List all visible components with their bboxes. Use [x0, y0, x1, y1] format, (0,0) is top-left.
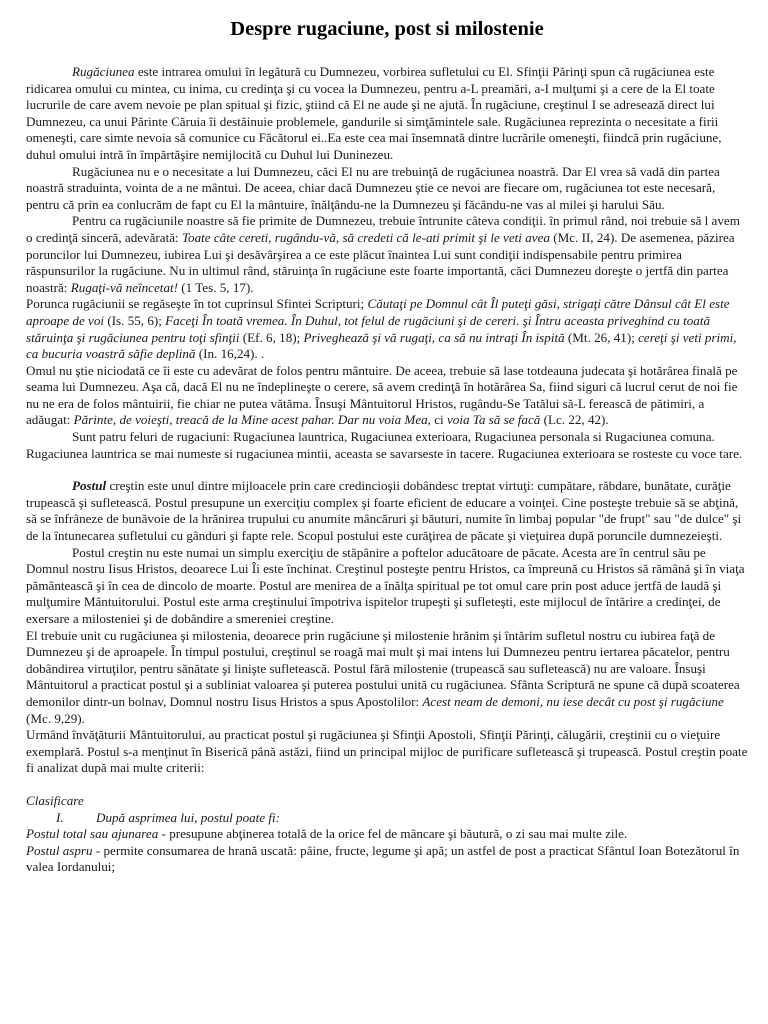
- paragraph-rugaciune-judgement: Omul nu ştie niciodată ce îi este cu adevărat de folos pentru mântuire. De aceea, trebuie să lase totdeauna judecata şi hotărârea finală pe seama lui Dumnezeu. Aşa că, dacă El nu ne îndeplineşte o cerere, să avem credinţă în hotărârea Sa, fiind siguri că lucrul cerut de noi fie nu ne era de folos mântuirii, fie chiar ne putea vătăma. Însuşi Mântuitorul Hristos, rugându-Se Tatălui să-L ferească de pătimiri, a adăugat: Părinte, de voieşti, treacă de la Mine acest pahar. Dar nu voia Mea, ci voia Ta să se facă (Lc. 22, 42).: [26, 362, 738, 428]
- term-postul: Postul: [72, 478, 107, 494]
- document-title: Despre rugaciune, post si milostenie: [230, 18, 544, 40]
- paragraph-postul-hristos: Postul creştin nu este numai un simplu exerciţiu de stăpânire a poftelor aducătoare de păcate. Acesta are în centrul său pe Domnul nostru Iisus Hristos, deoarece Lui Îi este închinat. Creştinul posteşte pentru Hristos, ca împreună cu Hristos să rămână şi în viaţa pământească şi în cea de dincolo de moarte. Postul are menirea de a înălţa spiritual pe tot omul care prin post aduce jertfă de laudă şi mulţumire Mântuitorului. Postul este arma creştinului împotriva ispitelor trupeşti şi sufleteşti, este mijlocul de întărire a credinţei, de exersare a milosteniei şi de dobândire a smereniei creştine.: [26, 544, 745, 626]
- paragraph-rugaciune-conditions: Pentru ca rugăciunile noastre să fie primite de Dumnezeu, trebuie întrunite câteva condiţii. în primul rând, noi trebuie să l avem o credinţă sinceră, adevărată: Toate câte cereti, rugându-vă, să credeti că le-ati primit şi le veti avea (Mc. II, 24). De asemenea, păzirea poruncilor lui Dumnezeu, iubirea Lui şi desăvârşirea a ce este plăcut înaintea Lui sunt condiţii indispensabile pentru primirea răspunsurilor la rugăciune. Nu in ultimul rând, stăruinţa în rugăciune este foarte importantă, căci Dumnezeu doreşte o jertfă din partea noastră: Rugaţi-vă neîncetat! (1 Tes. 5, 17).: [26, 213, 740, 295]
- paragraph-rugaciune-types: Sunt patru feluri de rugaciuni: Rugaciunea launtrica, Rugaciunea exterioara, Rugaciunea personala si Rugaciunea comuna.: [72, 429, 715, 445]
- paragraph-postul-milostenie: El trebuie unit cu rugăciunea şi milostenia, deoarece prin rugăciune şi milostenie hrănim şi întărim sufletul nostru cu iubirea faţă de Dumnezeu şi de aproapele. În timpul postului, creştinul se roagă mai mult şi mai intens lui Dumnezeu pentru iertarea păcatelor, pentru dobândirea virtuţilor, pentru sănătate şi linişte sufletească. Postul fără milostenie (trupească sau sufletească) nu are valoare. Însuşi Mântuitorul a practicat postul şi a subliniat valoarea şi puterea postului unită cu rugăciunea. Sfânta Scriptură ne spune că după scoaterea demonilor dintr-un bolnav, Domnul nostru Iisus Hristos a spus Apostolilor: Acest neam de demoni, nu iese decât cu post şi rugăciune (Mc. 9,29).: [26, 627, 740, 726]
- clasificare-item-total: Postul total sau ajunarea - presupune abţinerea totală de la orice fel de mâncare şi băutură, o zi sau mai multe zile.: [26, 826, 628, 842]
- paragraph-rugaciune-launtrica: Rugaciunea launtrica se mai numeste si rugaciunea mintii, aceasta se savarseste in tacere. Rugaciunea exterioara se rosteste cu voce tare.: [26, 445, 743, 461]
- paragraph-rugaciune-necessity: Rugăciunea nu e o necesitate a lui Dumnezeu, căci El nu are trebuinţă de rugăciunea noastră. Dar El vrea să vadă din partea noastră straduinta, vointa de a ne mântui. De aceea, chiar dacă Dumnezeu ştie ce nevoi are fiecare om, rugăciunea tot este necesară, pentru că prin ea conlucrăm de fapt cu El la mântuire, înălţându-ne la Dumnezeu şi făcându-ne vas al milei şi harului Său.: [26, 163, 720, 212]
- clasificare-subheading: I. După asprimea lui, postul poate fi:: [56, 809, 281, 825]
- clasificare-item-aspru: Postul aspru - permite consumarea de hrană uscată: pâine, fructe, legume şi apă; un astfel de post a practicat Sfântul Ioan Botezătorul în valea Iordanului;: [26, 842, 740, 875]
- paragraph-postul-definition: Postul creştin este unul dintre mijloacele prin care credincioşii dobândesc treptat virtuţi: cumpătare, răbdare, bunătate, curăţie trupească şi sufletească. Postul presupune un exerciţiu complex şi foarte eficient de educare a voinţei. Cine posteşte trebuie să se abţină, să se înfrâneze de bunăvoie de la hrănirea trupului cu anumite mâncăruri şi băuturi, numite în limbaj popular "de frupt" sau "de dulce" şi de la întunecarea sufletului cu gânduri şi fapte rele. Scopul postului este curăţirea de păcate şi vieţuirea după poruncile dumnezeieşti.: [26, 478, 742, 544]
- section-spacer: [26, 462, 748, 478]
- paragraph-postul-tradition: Urmând învăţăturii Mântuitorului, au practicat postul şi rugăciunea şi Sfinţii Apostoli, Sfinţii Părinţi, călugării, creştinii cu o vieţuire exemplară. Postul s-a menţinut în Biserică până astăzi, fiind un principal mijloc de purificare sufletească şi trupească. Postul creştin poate fi analizat după mai multe criterii:: [26, 727, 748, 776]
- clasificare-heading: Clasificare: [26, 792, 84, 808]
- term-rugaciunea: Rugăciunea: [72, 64, 135, 79]
- section-spacer: [26, 777, 748, 793]
- paragraph-rugaciune-scripture: Porunca rugăciunii se regăseşte în tot cuprinsul Sfintei Scripturi; Căutaţi pe Domnul cât Îl puteţi găsi, strigaţi către Dânsul cât El este aproape de voi (Is. 55, 6); Faceţi În toată vremea. În Duhul, tot felul de rugăciuni şi de cereri. şi Întru aceasta priveghind cu toată stăruinţa şi rugăciunea pentru toţi sfinţii (Ef. 6, 18); Priveghează şi vă rugaţi, ca să nu intraţi În ispită (Mt. 26, 41); cereţi şi veti primi, ca bucuria voastră săfie deplină (In. 16,24). .: [26, 296, 737, 362]
- paragraph-rugaciune-definition: Rugăciunea este intrarea omului în legătură cu Dumnezeu, vorbirea sufletului cu El. Sfinţii Părinţi spun că rugăciunea este ridicarea omului cu mintea, cu inima, cu credinţa şi cu vocea la Dumnezeu, pentru a-L preamări, a-I mulţumi şi a cere de la El toate lucrurile de care avem nevoie pe plan spitual şi fizic, ştiind că El ne aude şi ne ajută. În rugăciune, creştinul I se adresează direct lui Dumnezeu, ca unui Părinte Căruia îi destăinuie problemele, gandurile si simţămintele sale. Rugăciunea reprezinta o necesitate a firii omeneşti, care simte nevoia să comunice cu Făcătorul ei..Ea este cea mai însemnată dintre lucrările omeneşti, fiindcă prin rugăciune, duhul omului intră în împărtăşire nemijlocită cu Duhul lui Duninezeu.: [26, 64, 722, 162]
